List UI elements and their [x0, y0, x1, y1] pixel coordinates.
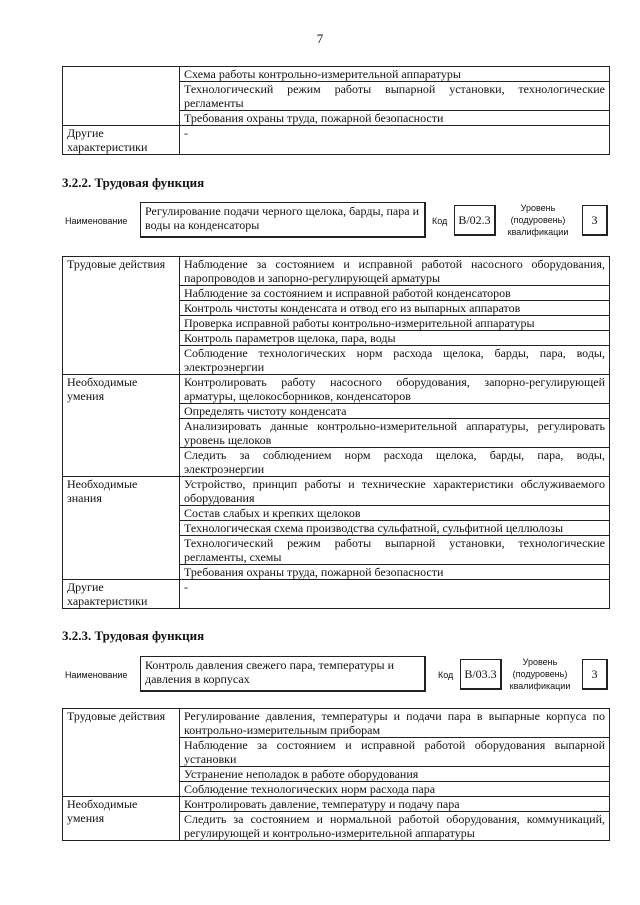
row-item: Устранение неполадок в работе оборудования: [180, 767, 610, 782]
row-item: Контролировать работу насосного оборудования, запорно-регулирующей арматуры, щелокосборников, конденсаторов: [180, 375, 610, 404]
row-item: -: [180, 580, 610, 609]
function-code: B/03.3: [460, 659, 502, 690]
row-label: Другие характеристики: [63, 126, 180, 155]
row-label: Необходимые знания: [63, 477, 180, 580]
code-label: Код: [438, 670, 454, 680]
row-item: Устройство, принцип работы и технические характеристики обслуживаемого оборудования: [180, 477, 610, 506]
section-title: 3.2.2. Трудовая функция: [62, 175, 205, 190]
function-header: [62, 656, 610, 694]
table-row: [63, 126, 610, 155]
row-item: Следить за состоянием и нормальной работой оборудования, коммуникаций, регулирующей и контрольно-измерительной аппаратуры: [180, 812, 610, 841]
row-item: Технологический режим работы выпарной установки, технологические регламенты: [180, 82, 610, 111]
row-item: Технологический режим работы выпарной установки, технологические регламенты, схемы: [180, 536, 610, 565]
row-item: Соблюдение технологических норм расхода щелока, барды, пара, воды, электроэнергии: [180, 346, 610, 375]
row-item: Проверка исправной работы контрольно-измерительной аппаратуры: [180, 316, 610, 331]
row-item: Наблюдение за состоянием и исправной работой конденсаторов: [180, 286, 610, 301]
qualification-level: 3: [582, 659, 608, 690]
code-label: Код: [432, 216, 448, 226]
row-item: Состав слабых и крепких щелоков: [180, 506, 610, 521]
row-label: [63, 67, 180, 126]
qualification-level: 3: [582, 205, 608, 236]
function-name: Регулирование подачи черного щелока, барды, пара и воды на конденсаторы: [140, 202, 426, 238]
function-header: [62, 202, 610, 240]
row-label: Трудовые действия: [63, 709, 180, 797]
row-item: Требования охраны труда, пожарной безопасности: [180, 565, 610, 580]
table-row: [63, 375, 610, 404]
row-item: Регулирование давления, температуры и подачи пара в выпарные корпуса по контрольно-измерительным приборам: [180, 709, 610, 738]
competency-table-continued: [62, 66, 610, 155]
row-label: Трудовые действия: [63, 257, 180, 375]
row-item: Следить за соблюдением норм расхода щелока, барды, пара, воды, электроэнергии: [180, 448, 610, 477]
table-row: [63, 709, 610, 738]
table-row: [63, 797, 610, 812]
row-item: -: [180, 126, 610, 155]
row-item: Требования охраны труда, пожарной безопасности: [180, 111, 610, 126]
row-item: Технологическая схема производства сульфатной, сульфитной целлюлозы: [180, 521, 610, 536]
table-row: [63, 477, 610, 506]
row-label: Другие характеристики: [63, 580, 180, 609]
row-label: Необходимые умения: [63, 797, 180, 841]
competency-table: [62, 256, 610, 609]
row-label: Необходимые умения: [63, 375, 180, 477]
level-label: Уровень (подуровень) квалификации: [507, 203, 569, 237]
table-row: [63, 257, 610, 286]
competency-table: [62, 708, 610, 841]
row-item: Определять чистоту конденсата: [180, 404, 610, 419]
row-item: Контроль параметров щелока, пара, воды: [180, 331, 610, 346]
row-item: Соблюдение технологических норм расхода пара: [180, 782, 610, 797]
table-row: [63, 580, 610, 609]
row-item: Наблюдение за состоянием и исправной работой насосного оборудования, паропроводов и запорно-регулирующей арматуры: [180, 257, 610, 286]
name-label: Наименование: [65, 216, 128, 226]
name-label: Наименование: [65, 670, 128, 680]
section-title: 3.2.3. Трудовая функция: [62, 628, 205, 643]
row-item: Контроль чистоты конденсата и отвод его из выпарных аппаратов: [180, 301, 610, 316]
row-item: Контролировать давление, температуру и подачу пара: [180, 797, 610, 812]
row-item: Схема работы контрольно-измерительной аппаратуры: [180, 67, 610, 82]
level-label: Уровень (подуровень) квалификации: [509, 657, 571, 691]
table-row: [63, 67, 610, 82]
page-number: 7: [316, 31, 324, 46]
row-item: Наблюдение за состоянием и исправной работой оборудования выпарной установки: [180, 738, 610, 767]
function-name: Контроль давления свежего пара, температуры и давления в корпусах: [140, 656, 426, 692]
function-code: B/02.3: [454, 205, 496, 236]
row-item: Анализировать данные контрольно-измерительной аппаратуры, регулировать уровень щелоков: [180, 419, 610, 448]
